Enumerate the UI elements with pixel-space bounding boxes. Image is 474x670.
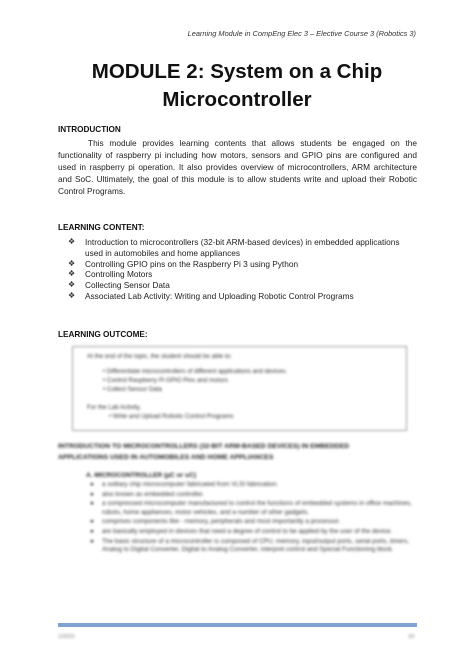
- diamond-bullet-icon: ❖: [68, 269, 76, 279]
- running-header: Learning Module in CompEng Elec 3 – Elective Course 3 (Robotics 3): [187, 29, 416, 38]
- module-title: [0, 58, 474, 114]
- list-item: ❖ Controlling GPIO pins on the Raspberry Pi 3 using Python: [68, 258, 299, 269]
- bullet-icon: ●: [90, 481, 94, 488]
- footer-date: 1/2021: [58, 634, 76, 640]
- list-item: ● The basic structure of a microcontroller is composed of CPU, memory, input/output ports, serial ports, timers, Analog to Digital Converter, Digital to Analog Converter, interpret control and Special Functioning block.: [90, 537, 410, 554]
- bullet-icon: ●: [90, 518, 94, 526]
- bullet-icon: ●: [90, 537, 94, 545]
- list-item: ❖ Controlling Motors: [68, 269, 153, 280]
- list-item: ❖ Associated Lab Activity: Writing and Uploading Robotic Control Programs: [68, 290, 354, 301]
- microcontroller-list: [80, 481, 420, 555]
- list-item: ● a solitary chip microcomputer fabricated from VLSI fabrication.: [90, 481, 279, 488]
- microcontroller-section: [80, 472, 420, 556]
- module-title-line1: MODULE 2: System on a Chip: [91, 60, 383, 83]
- bullet-icon: ●: [90, 527, 94, 535]
- list-item: ● are basically employed in devices that need a degree of control to be applied by the user of the device.: [90, 527, 393, 535]
- diamond-bullet-icon: ❖: [68, 280, 76, 290]
- learning-content-list: [64, 237, 418, 302]
- outcome-item: • Control Raspberry Pi GPIO Pins and motors: [103, 377, 228, 384]
- list-item: ● also known as embedded controller.: [90, 490, 204, 498]
- section-heading: INTRODUCTION TO MICROCONTROLLERS (32-BIT ARM-BASED DEVICES) IN EMBEDDED APPLICATIONS USED IN AUTOMOBILES AND HOME APPLIANCES: [58, 443, 350, 461]
- outcome-item: • Collect Sensor Data: [103, 386, 162, 393]
- outcome-item: • Differentiate microcontrollers of different applications and devices.: [103, 368, 288, 375]
- introduction-heading: INTRODUCTION: [58, 125, 121, 134]
- list-item: ● a compressed microcomputer manufactured to control the functions of embedded systems in office machines, robots, home appliances, motor vehicles, and a number of other gadgets.: [90, 500, 412, 516]
- outcome-lab-intro: For the Lab Activity,: [87, 404, 141, 411]
- list-item: ● comprises components like - memory, peripherals and most importantly a processor.: [90, 518, 341, 526]
- footer-rule: [58, 623, 417, 627]
- introduction-paragraph: This module provides learning contents that allows students be engaged on the functionality of raspberry pi including how motors, sensors and GPIO pins are configured and used in raspberry pi operation. It also provides overview of microcontrollers, ARM architecture and SoC. Ultimately, the goal of this module is to allow students write and upload their Robotic Control Programs.: [58, 138, 417, 196]
- list-item: ❖ Introduction to microcontrollers (32-bit ARM-based devices) in embedded applications used in automobiles and home appliances: [68, 237, 400, 258]
- learning-content-heading: LEARNING CONTENT:: [58, 223, 145, 232]
- learning-outcome-heading: LEARNING OUTCOME:: [58, 330, 148, 337]
- outcome-lab-item: • Write and Upload Robotic Control Programs: [109, 413, 234, 420]
- bullet-icon: ●: [90, 490, 94, 498]
- diamond-bullet-icon: ❖: [68, 258, 76, 268]
- list-item: ❖ Collecting Sensor Data: [68, 280, 170, 291]
- microcontroller-title: A. MICROCONTROLLER (µC or uC): [86, 472, 197, 479]
- page-number: 10: [408, 634, 415, 640]
- module-title-line2: Microcontroller: [162, 88, 312, 111]
- bullet-icon: ●: [90, 500, 94, 508]
- diamond-bullet-icon: ❖: [68, 237, 76, 246]
- diamond-bullet-icon: ❖: [68, 290, 76, 300]
- learning-outcome-box: [72, 346, 407, 431]
- outcome-intro: At the end of the topic, the student should be able to:: [87, 353, 232, 360]
